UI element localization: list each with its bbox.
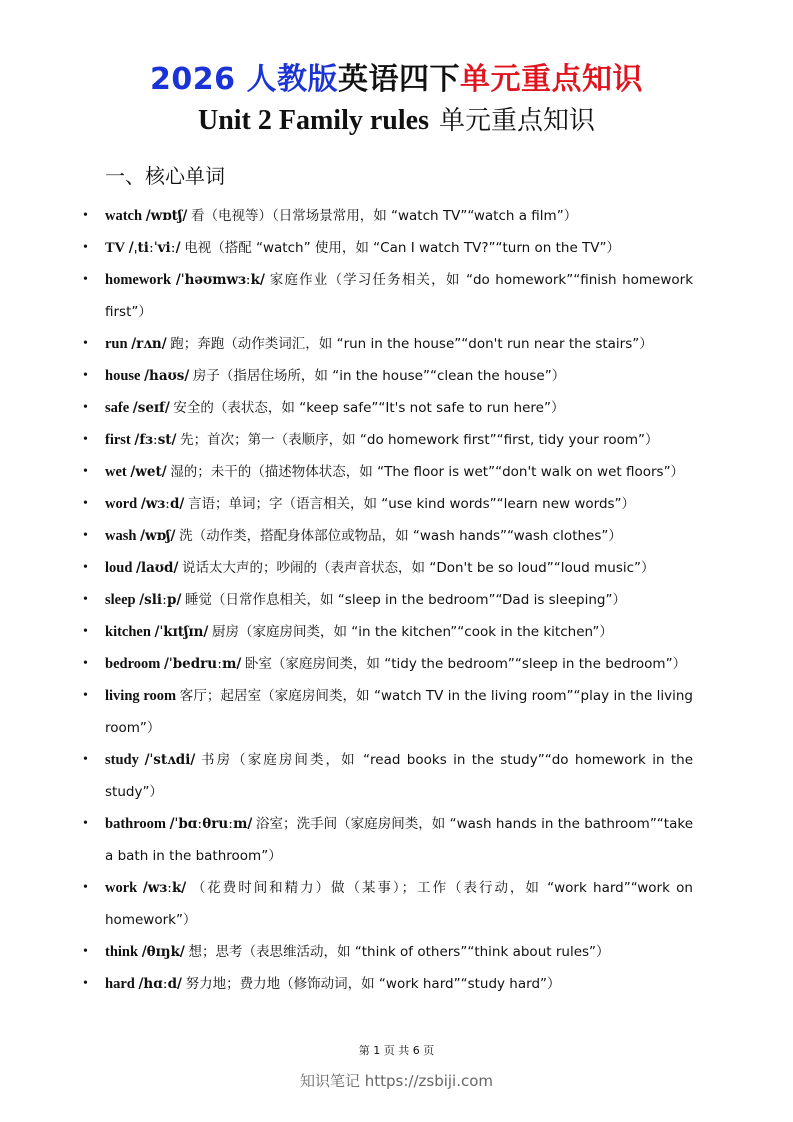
- vocab-item: [83, 936, 693, 968]
- vocab-definition: 想；思考（表思维活动，如 “think of others”“think about rules”）: [188, 944, 610, 960]
- vocab-ipa: /laʊd/: [136, 560, 179, 576]
- vocab-word: watch: [105, 208, 143, 224]
- vocab-item: [83, 392, 693, 424]
- vocab-ipa: /wɒtʃ/: [145, 208, 188, 224]
- vocab-word: think: [105, 944, 139, 960]
- vocab-ipa: /wɜːd/: [140, 496, 185, 512]
- vocab-definition: 安全的（表状态，如 “keep safe”“It's not safe to run here”）: [173, 400, 565, 416]
- vocab-definition: 言语；单词；字（语言相关，如 “use kind words”“learn new words”）: [187, 496, 636, 512]
- vocab-ipa: /rʌn/: [131, 336, 167, 352]
- unit-title: [0, 100, 793, 137]
- vocab-word: homework: [105, 272, 172, 288]
- vocab-ipa: /seɪf/: [132, 400, 170, 416]
- banner-title: [0, 54, 793, 98]
- vocab-word: wash: [105, 528, 137, 544]
- vocab-definition: 看（电视等）（日常场景常用，如 “watch TV”“watch a film”）: [190, 208, 578, 224]
- vocab-word: sleep: [105, 592, 136, 608]
- vocab-item: [83, 584, 693, 616]
- vocab-word: run: [105, 336, 128, 352]
- vocab-item: [83, 200, 693, 232]
- vocab-ipa: /ˈbɑːθruːm/: [169, 816, 253, 832]
- vocab-definition: 睡觉（日常作息相关，如 “sleep in the bedroom”“Dad is sleeping”）: [185, 592, 626, 608]
- vocab-ipa: /ˈhəʊmwɜːk/: [175, 272, 265, 288]
- vocab-item: [83, 680, 693, 744]
- vocab-definition: （花费时间和精力）做（某事）；工作（表行动，如 “work hard”“work on homework”）: [105, 880, 693, 928]
- vocab-definition: 电视（搭配 “watch” 使用，如 “Can I watch TV?”“turn on the TV”）: [184, 240, 621, 256]
- vocab-ipa: /ˈstʌdi/: [144, 752, 196, 768]
- vocab-ipa: /haʊs/: [144, 368, 190, 384]
- vocab-ipa: /ˈkɪtʃɪn/: [154, 624, 209, 640]
- vocab-item: [83, 424, 693, 456]
- vocab-word: work: [105, 880, 138, 896]
- vocab-word: house: [105, 368, 141, 384]
- vocab-word: safe: [105, 400, 130, 416]
- vocab-word: wet: [105, 464, 127, 480]
- banner-part-subject: 英语四下: [337, 62, 460, 97]
- vocab-definition: 先；首次；第一（表顺序，如 “do homework first”“first, tidy your room”）: [180, 432, 659, 448]
- vocab-ipa: /sliːp/: [139, 592, 182, 608]
- vocab-definition: 家庭作业（学习任务相关，如 “do homework”“finish homework first”）: [105, 272, 694, 320]
- vocab-item: [83, 328, 693, 360]
- vocab-ipa: /hɑːd/: [138, 976, 182, 992]
- vocab-item: [83, 552, 693, 584]
- vocab-ipa: /ˌtiːˈviː/: [128, 240, 181, 256]
- vocab-word: kitchen: [105, 624, 151, 640]
- vocab-definition: 说话太大声的；吵闹的（表声音状态，如 “Don't be so loud”“loud music”）: [182, 560, 655, 576]
- site-watermark: 知识笔记 https://zsbiji.com: [299, 1072, 494, 1090]
- vocab-definition: 洗（动作类，搭配身体部位或物品，如 “wash hands”“wash clothes”）: [179, 528, 622, 544]
- vocab-definition: 浴室；洗手间（家庭房间类，如 “wash hands in the bathroom”“take a bath in the bathroom”）: [105, 816, 694, 864]
- vocab-definition: 跑；奔跑（动作类词汇，如 “run in the house”“don't run near the stairs”）: [170, 336, 653, 352]
- vocab-item: [83, 360, 693, 392]
- vocab-word: first: [105, 432, 131, 448]
- vocab-item: [83, 232, 693, 264]
- vocab-ipa: /wet/: [130, 464, 167, 480]
- vocab-item: [83, 264, 693, 328]
- banner-part-edition: 2026 人教版: [150, 62, 338, 97]
- unit-title-en: Unit 2 Family rules: [197, 105, 429, 136]
- vocab-word: bathroom: [105, 816, 166, 832]
- vocab-word: study: [105, 752, 139, 768]
- vocab-word: loud: [105, 560, 133, 576]
- vocab-definition: 湿的；未干的（描述物体状态，如 “The floor is wet”“don't walk on wet floors”）: [170, 464, 685, 480]
- vocab-definition: 客厅；起居室（家庭房间类，如 “watch TV in the living room”“play in the living room”）: [105, 688, 693, 736]
- vocab-word: bedroom: [105, 656, 161, 672]
- vocab-word: word: [105, 496, 138, 512]
- vocab-list: [83, 200, 693, 1000]
- vocab-item: [83, 488, 693, 520]
- banner-part-topic: 单元重点知识: [459, 62, 643, 97]
- vocab-ipa: /θɪŋk/: [141, 944, 185, 960]
- vocab-item: [83, 968, 693, 1000]
- vocab-item: [83, 872, 693, 936]
- vocab-ipa: /fɜːst/: [134, 432, 177, 448]
- vocab-item: [83, 808, 693, 872]
- vocab-word: TV: [105, 240, 126, 256]
- vocab-word: hard: [105, 976, 135, 992]
- vocab-definition: 努力地；费力地（修饰动词，如 “work hard”“study hard”）: [185, 976, 561, 992]
- vocab-item: [83, 520, 693, 552]
- vocab-definition: 卧室（家庭房间类，如 “tidy the bedroom”“sleep in the bedroom”）: [244, 656, 687, 672]
- vocab-ipa: /wɒʃ/: [140, 528, 176, 544]
- unit-title-zh: 单元重点知识: [438, 106, 595, 136]
- section-title: 一、核心单词: [105, 164, 225, 188]
- vocab-definition: 书房（家庭房间类，如 “read books in the study”“do homework in the study”）: [105, 752, 694, 800]
- vocab-ipa: /ˈbedruːm/: [163, 656, 242, 672]
- vocab-definition: 厨房（家庭房间类，如 “in the kitchen”“cook in the kitchen”）: [211, 624, 613, 640]
- vocab-word: living room: [105, 688, 177, 704]
- vocab-item: [83, 648, 693, 680]
- vocab-item: [83, 744, 693, 808]
- vocab-ipa: /wɜːk/: [142, 880, 187, 896]
- vocab-item: [83, 616, 693, 648]
- vocab-item: [83, 456, 693, 488]
- page-number: 第 1 页 共 6 页: [358, 1044, 435, 1057]
- vocab-definition: 房子（指居住场所，如 “in the house”“clean the house”）: [192, 368, 566, 384]
